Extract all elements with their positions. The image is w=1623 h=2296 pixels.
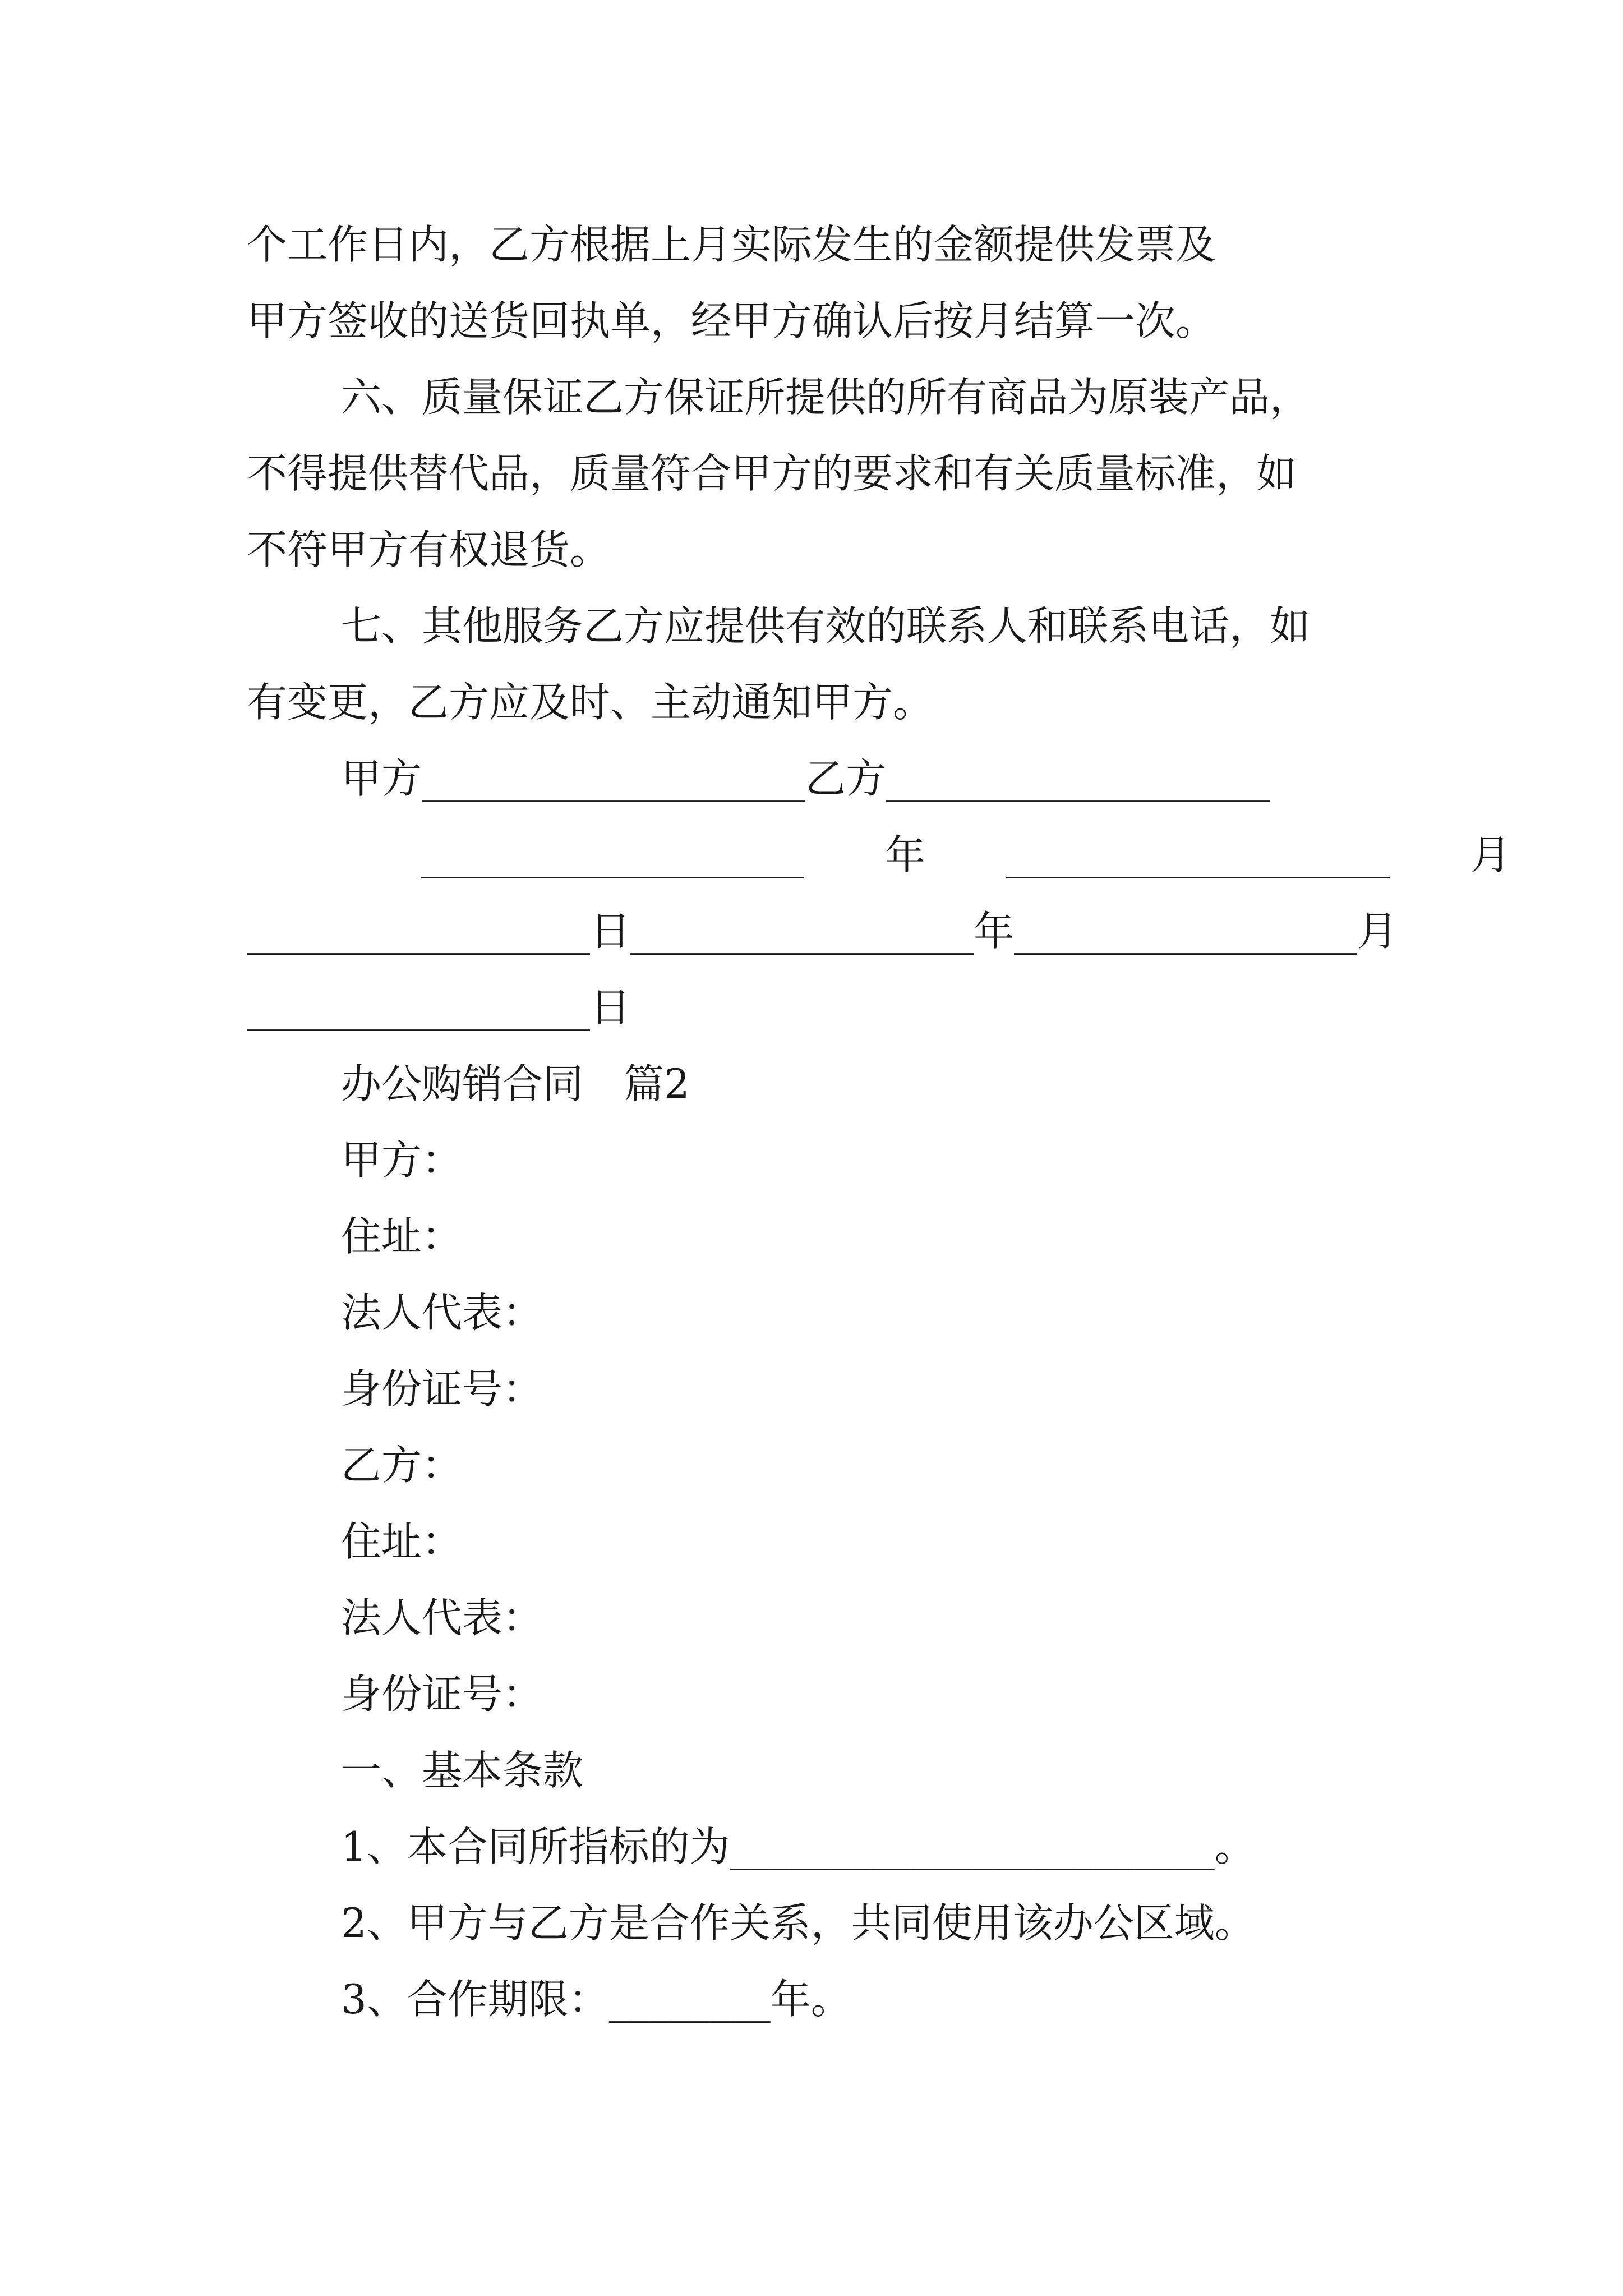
address-field: 住址： [341, 1518, 463, 1565]
party-b-field: 乙方： [341, 1442, 463, 1489]
term-line: 2、甲方与乙方是合作关系，共同使用该办公区域。 [341, 1899, 1255, 1947]
address-field: 住址： [341, 1213, 463, 1260]
id-number-field: 身份证号： [341, 1365, 543, 1412]
body-line: 甲方签收的送货回执单，经甲方确认后按月结算一次。 [247, 297, 1216, 344]
clause-six-line: 六、质量保证乙方保证所提供的所有商品为原装产品， [341, 374, 1311, 421]
body-line: 有变更，乙方应及时、主动通知甲方。 [247, 679, 934, 726]
legal-rep-field: 法人代表： [341, 1594, 543, 1641]
body-line: 个工作日内，乙方根据上月实际发生的金额提供发票及 [247, 221, 1216, 268]
term-line: 1、本合同所指标的为________________________。 [341, 1823, 1255, 1870]
party-a-field: 甲方： [341, 1137, 463, 1184]
basic-terms-heading: 一、基本条款 [341, 1747, 584, 1794]
section-heading: 办公购销合同 篇2 [341, 1060, 690, 1107]
date-line: _________________日 [247, 984, 630, 1031]
clause-seven-line: 七、其他服务乙方应提供有效的联系人和联系电话，如 [341, 602, 1311, 650]
signature-line: 甲方___________________乙方___________________ [341, 755, 1270, 802]
body-line: 不符甲方有权退货。 [247, 526, 611, 573]
date-line: ___________________ 年 ___________________ 月 [421, 831, 1511, 878]
date-line: _________________日_________________年_________________月 [247, 908, 1398, 955]
legal-rep-field: 法人代表： [341, 1289, 543, 1336]
term-line: 3、合作期限：________年。 [341, 1976, 851, 2023]
id-number-field: 身份证号： [341, 1671, 543, 1718]
body-line: 不得提供替代品，质量符合甲方的要求和有关质量标准，如 [247, 450, 1297, 497]
